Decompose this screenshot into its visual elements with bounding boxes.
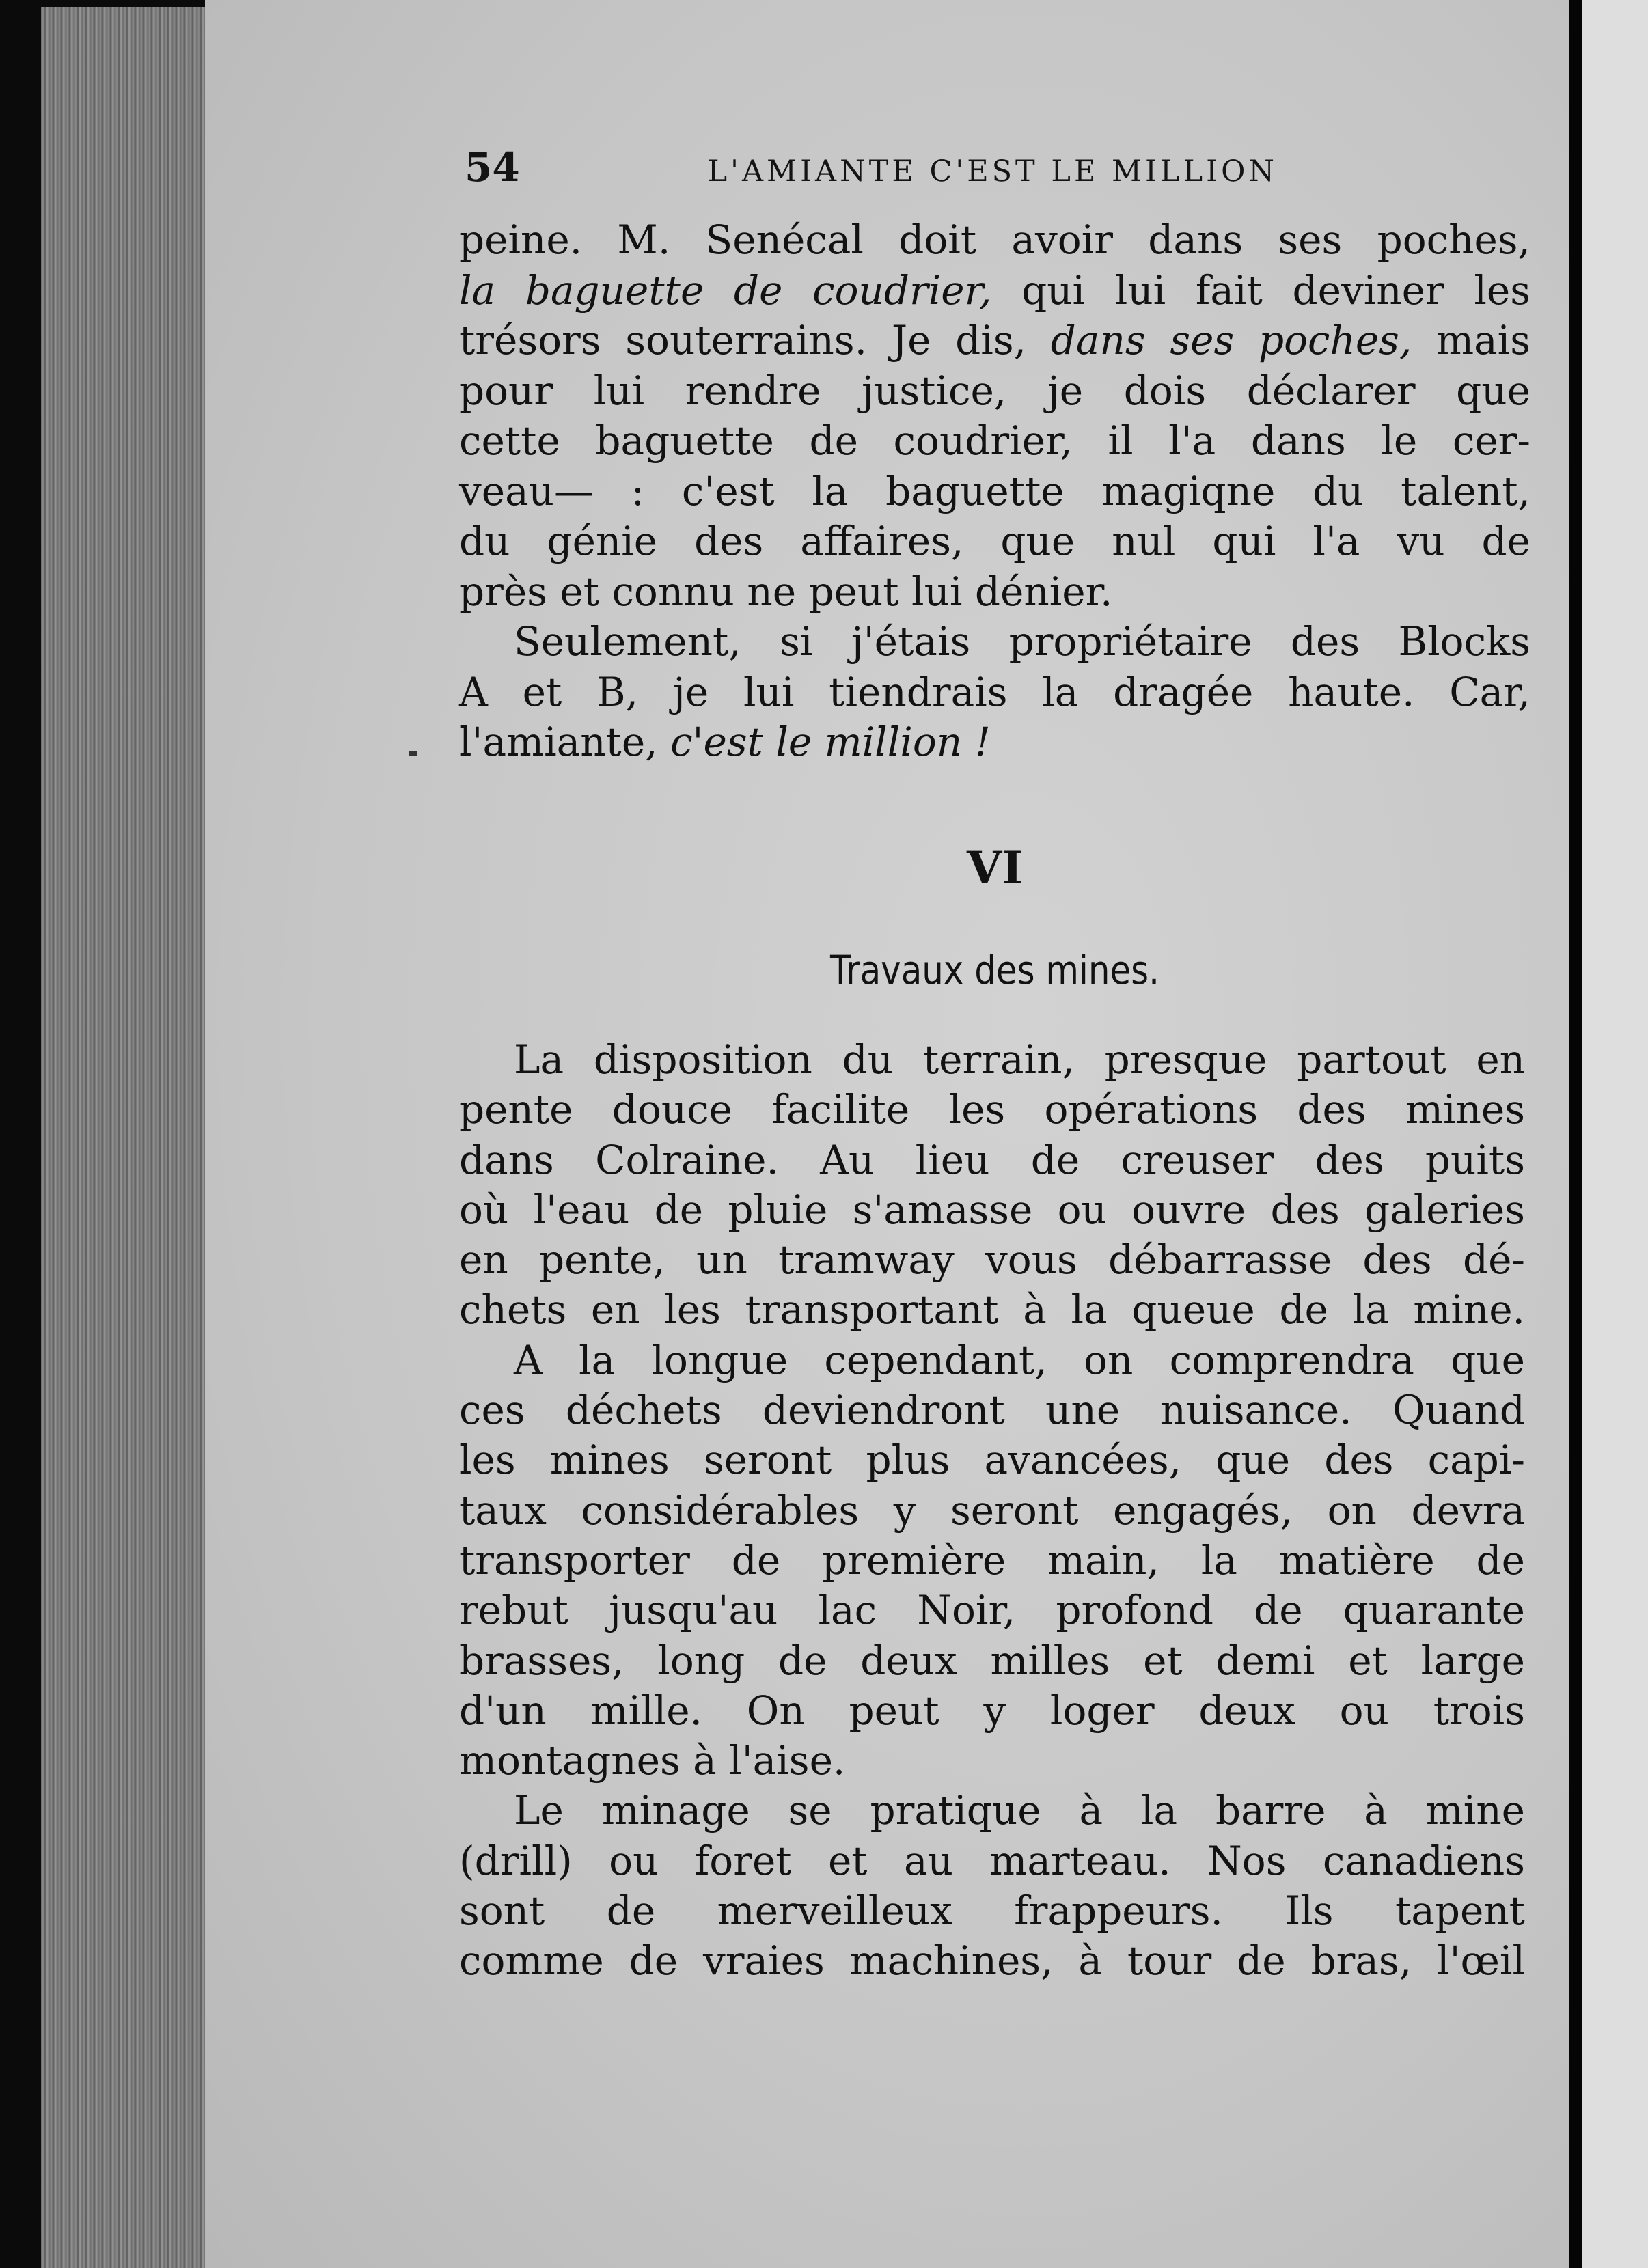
gutter-shadow <box>1569 0 1582 2268</box>
page-number: 54 <box>465 144 520 191</box>
chapter-number: VI <box>966 841 1024 894</box>
italic-phrase: la baguette de coudrier, <box>459 266 992 314</box>
text-line <box>459 316 1530 366</box>
text-line: d'un mille. On peut y loger deux ou trois <box>459 1687 1525 1734</box>
text-line: rebut jusqu'au lac Noir, profond de quarante <box>459 1587 1525 1634</box>
italic-phrase: dans ses poches, <box>1050 317 1412 363</box>
text-line: chets en les transportant à la queue de la mine. <box>459 1286 1525 1333</box>
running-title: L'AMIANTE C'EST LE MILLION <box>707 154 1278 189</box>
text-line: La disposition du terrain, presque partout en <box>514 1036 1525 1083</box>
text-line: Seulement, si j'étais propriétaire des Blocks <box>514 618 1530 665</box>
text-line: du génie des affaires, que nul qui l'a vu de <box>459 518 1530 564</box>
italic-phrase: c'est le million ! <box>670 719 991 765</box>
text-line: transporter de première main, la matière de <box>459 1536 1525 1584</box>
text-line: montagnes à l'aise. <box>459 1737 846 1784</box>
text-line: comme de vraies machines, à tour de bras, l'œil <box>459 1937 1525 1984</box>
text-line: ces déchets deviendront une nuisance. Quand <box>459 1387 1525 1434</box>
text-line: A et B, je lui tiendrais la dragée haute. Car, <box>459 668 1530 715</box>
text-line: veau— : c'est la baguette magiqne du talent, <box>459 467 1530 514</box>
text-line <box>459 717 1530 768</box>
running-head <box>465 137 1278 198</box>
text-fragment: qui lui fait deviner les <box>1021 266 1531 314</box>
text-line <box>459 266 1530 316</box>
text-line: (drill) ou foret et au marteau. Nos canadiens <box>459 1837 1525 1884</box>
text-fragment: mais <box>1436 317 1531 363</box>
text-line: dans Colraine. Au lieu de creuser des puits <box>459 1136 1525 1183</box>
text-line: où l'eau de pluie s'amasse ou ouvre des galeries <box>459 1186 1525 1233</box>
chapter-title: Travaux des mines. <box>829 947 1160 993</box>
text-line: Le minage se pratique à la barre à mine <box>514 1787 1525 1834</box>
margin-mark <box>409 751 417 756</box>
text-fragment: trésors souterrains. Je dis, <box>459 317 1027 363</box>
text-line: en pente, un tramway vous débarrasse des dé- <box>459 1236 1525 1284</box>
text-line: les mines seront plus avancées, que des capi- <box>459 1437 1525 1484</box>
text-line: peine. M. Senécal doit avoir dans ses poches, <box>459 217 1530 263</box>
text-line: cette baguette de coudrier, il l'a dans le cer- <box>459 417 1530 464</box>
text-line: pour lui rendre justice, je dois déclarer que <box>459 367 1530 414</box>
section-1-text <box>459 215 1530 768</box>
facing-page-edge <box>1582 0 1648 2268</box>
text-line: près et connu ne peut lui dénier. <box>459 568 1113 615</box>
section-2-text <box>459 1035 1525 1987</box>
text-line: A la longue cependant, on comprendra que <box>514 1336 1525 1383</box>
text-line: taux considérables y seront engagés, on devra <box>459 1486 1525 1534</box>
text-line: sont de merveilleux frappeurs. Ils tapent <box>459 1887 1525 1935</box>
text-fragment: l'amiante, <box>459 719 658 765</box>
text-line: brasses, long de deux milles et demi et large <box>459 1637 1525 1684</box>
text-line: pente douce facilite les opérations des mines <box>459 1086 1525 1133</box>
